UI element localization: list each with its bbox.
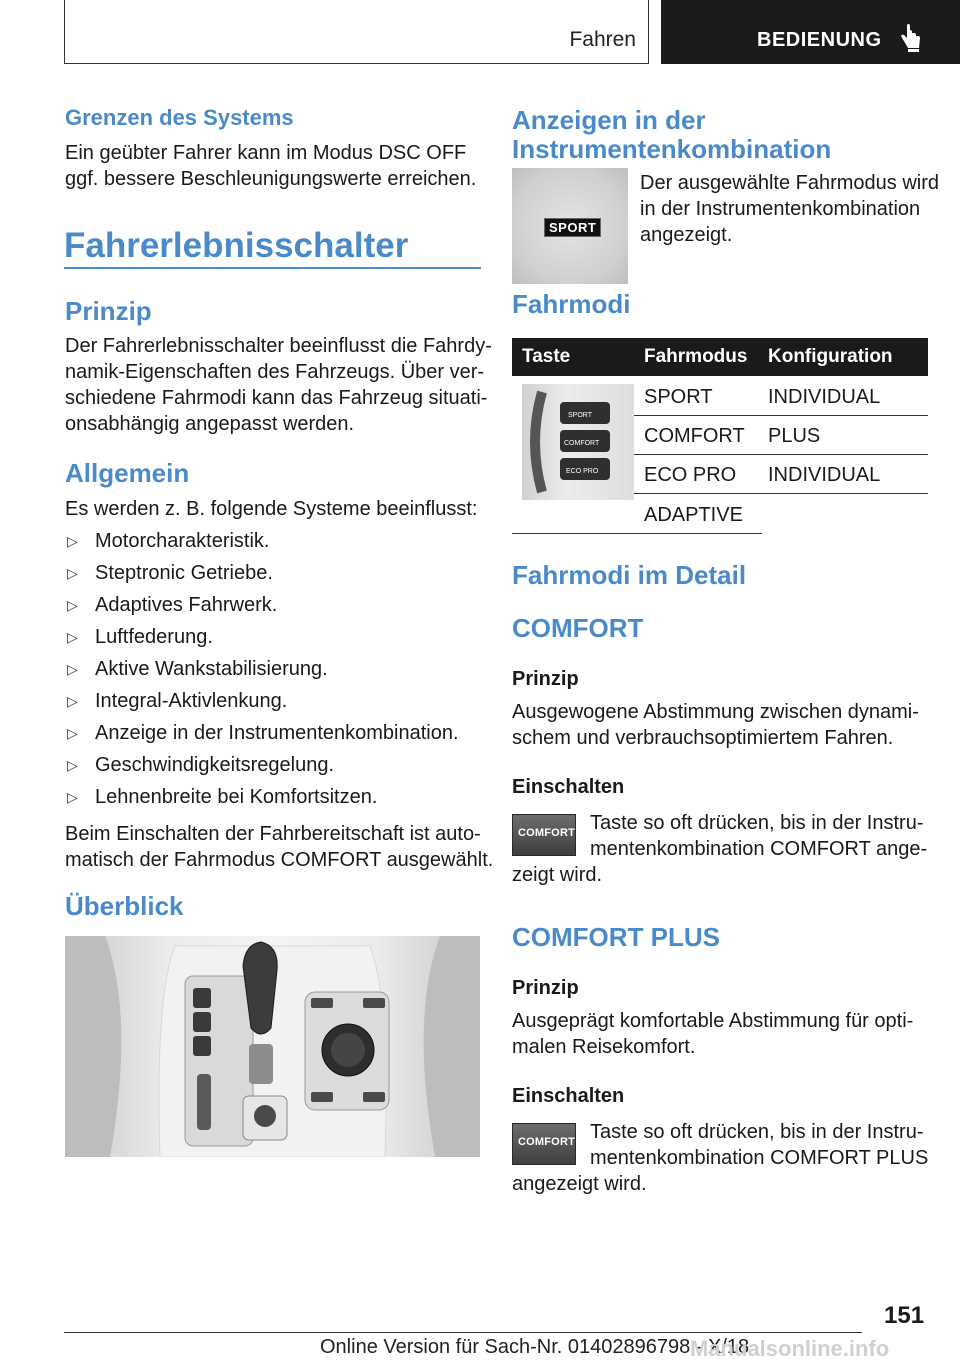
column-header-mode: Fahrmodus — [644, 346, 748, 367]
table-cell-mode: ADAPTIVE — [644, 504, 743, 526]
bullet-triangle-icon: ▷ — [67, 661, 78, 677]
limits-heading: Grenzen des Systems — [65, 105, 294, 130]
bullet-triangle-icon: ▷ — [67, 757, 78, 773]
list-item: ▷ Adaptives Fahrwerk. — [67, 594, 278, 616]
bullet-triangle-icon: ▷ — [67, 789, 78, 805]
section-tab[interactable] — [661, 0, 960, 64]
comfort-plus-principle-line: malen Reisekomfort. — [512, 1036, 696, 1058]
table-cell-mode: ECO PRO — [644, 464, 737, 486]
center-console-illustration — [65, 936, 480, 1157]
footer-rule — [64, 1332, 862, 1333]
modes-heading: Fahrmodi — [512, 289, 631, 319]
comfort-principle-line: Ausgewogene Abstimmung zwischen dynami- — [512, 701, 919, 723]
bullet-triangle-icon: ▷ — [67, 597, 78, 613]
svg-text:ECO PRO: ECO PRO — [566, 468, 599, 475]
display-heading-line-2: Instrumentenkombination — [512, 134, 832, 164]
main-heading: Fahrerlebnisschalter — [64, 226, 409, 265]
bullet-triangle-icon: ▷ — [67, 565, 78, 581]
comfort-plus-activate-line: angezeigt wird. — [512, 1173, 647, 1195]
display-text-line: in der Instrumentenkombination — [640, 198, 921, 220]
mode-switch-illustration — [522, 384, 634, 500]
detail-heading: Fahrmodi im Detail — [512, 560, 747, 590]
overview-heading: Überblick — [65, 891, 184, 921]
list-item: ▷ Motorcharakteristik. — [67, 530, 270, 552]
comfort-activate-heading: Einschalten — [512, 776, 625, 798]
heading-underline — [64, 267, 481, 269]
bullet-triangle-icon: ▷ — [67, 629, 78, 645]
comfort-plus-activate-line: mentenkombination COMFORT PLUS — [590, 1147, 929, 1169]
principle-line: Der Fahrerlebnisschalter beeinflusst die Fahrdy- — [65, 335, 492, 357]
list-item: ▷ Steptronic Getriebe. — [67, 562, 273, 584]
display-text-line: Der ausgewählte Fahrmodus wird — [640, 172, 940, 194]
general-intro: Es werden z. B. folgende Systeme beeinflusst: — [65, 498, 478, 520]
systems-list — [65, 528, 483, 816]
table-cell-config: PLUS — [768, 425, 821, 447]
principle-line: namik-Eigenschaften des Fahrzeugs. Über ver- — [65, 361, 485, 383]
footer-online-version: Online Version für Sach-Nr. 01402896798 - X/18 — [320, 1336, 750, 1358]
svg-text:COMFORT: COMFORT — [564, 440, 600, 447]
bullet-triangle-icon: ▷ — [67, 725, 78, 741]
column-header-key: Taste — [522, 346, 571, 367]
instrument-cluster-image — [512, 168, 628, 284]
table-cell-mode: COMFORT — [644, 425, 745, 447]
comfort-principle-line: schem und verbrauchsoptimiertem Fahren. — [512, 727, 894, 749]
watermark-text: Manualsonline.info — [690, 1336, 890, 1361]
mode-switch-image — [522, 384, 634, 500]
general-after-line-1: Beim Einschalten der Fahrbereitschaft ist auto- — [65, 823, 481, 845]
comfort-activate-line: Taste so oft drücken, bis in der Instru- — [590, 812, 924, 834]
general-after-line-2: matisch der Fahrmodus COMFORT ausgewählt. — [65, 849, 494, 871]
comfort-button-image — [512, 814, 576, 856]
column-header-config: Konfiguration — [768, 346, 893, 367]
comfort-plus-heading: COMFORT PLUS — [512, 922, 720, 952]
principle-line: onsabhängig angepasst werden. — [65, 413, 355, 435]
list-item: ▷ Integral-Aktivlenkung. — [67, 690, 288, 712]
comfort-activate-line: zeigt wird. — [512, 864, 603, 886]
sport-mode-badge: SPORT — [544, 218, 601, 237]
page-number: 151 — [884, 1302, 925, 1329]
bullet-triangle-icon: ▷ — [67, 693, 78, 709]
comfort-plus-principle-heading: Prinzip — [512, 977, 579, 999]
principle-heading: Prinzip — [65, 296, 152, 326]
center-console-photo — [65, 936, 480, 1157]
svg-text:SPORT: SPORT — [568, 412, 592, 419]
list-item: ▷ Lehnenbreite bei Komfortsitzen. — [67, 786, 378, 808]
table-cell-config: INDIVIDUAL — [768, 386, 881, 408]
bullet-triangle-icon: ▷ — [67, 533, 78, 549]
list-item: ▷ Geschwindigkeitsregelung. — [67, 754, 335, 776]
table-cell-mode: SPORT — [644, 386, 713, 408]
table-bottom-rule — [512, 533, 762, 534]
comfort-activate-line: mentenkombination COMFORT ange- — [590, 838, 928, 860]
list-item: ▷ Aktive Wankstabilisierung. — [67, 658, 328, 680]
section-tab-label: BEDIENUNG — [757, 29, 882, 51]
comfort-plus-activate-heading: Einschalten — [512, 1085, 625, 1107]
list-item: ▷ Anzeige in der Instrumentenkombination. — [67, 722, 459, 744]
limits-text-line-1: Ein geübter Fahrer kann im Modus DSC OFF — [65, 142, 467, 164]
header-box — [64, 0, 649, 64]
hand-pointer-icon — [897, 24, 923, 52]
table-header — [512, 338, 928, 376]
general-heading: Allgemein — [65, 458, 190, 488]
display-heading-line-1: Anzeigen in der — [512, 105, 706, 135]
comfort-button-label: COMFORT — [518, 827, 576, 839]
display-text-line: angezeigt. — [640, 224, 733, 246]
comfort-heading: COMFORT — [512, 613, 644, 643]
modes-table — [512, 338, 928, 376]
limits-text-line-2: ggf. bessere Beschleunigungswerte erreichen. — [65, 168, 477, 190]
comfort-plus-button-label: COMFORT — [518, 1136, 576, 1148]
comfort-principle-heading: Prinzip — [512, 668, 579, 690]
chapter-label: Fahren — [569, 28, 636, 51]
principle-line: schiedene Fahrmodi kann das Fahrzeug situati- — [65, 387, 488, 409]
comfort-plus-principle-line: Ausgeprägt komfortable Abstimmung für opti- — [512, 1010, 914, 1032]
comfort-plus-activate-line: Taste so oft drücken, bis in der Instru- — [590, 1121, 924, 1143]
comfort-plus-button-image — [512, 1123, 576, 1165]
list-item: ▷ Luftfederung. — [67, 626, 213, 648]
table-row-divider — [634, 493, 928, 494]
table-cell-config: INDIVIDUAL — [768, 464, 881, 486]
